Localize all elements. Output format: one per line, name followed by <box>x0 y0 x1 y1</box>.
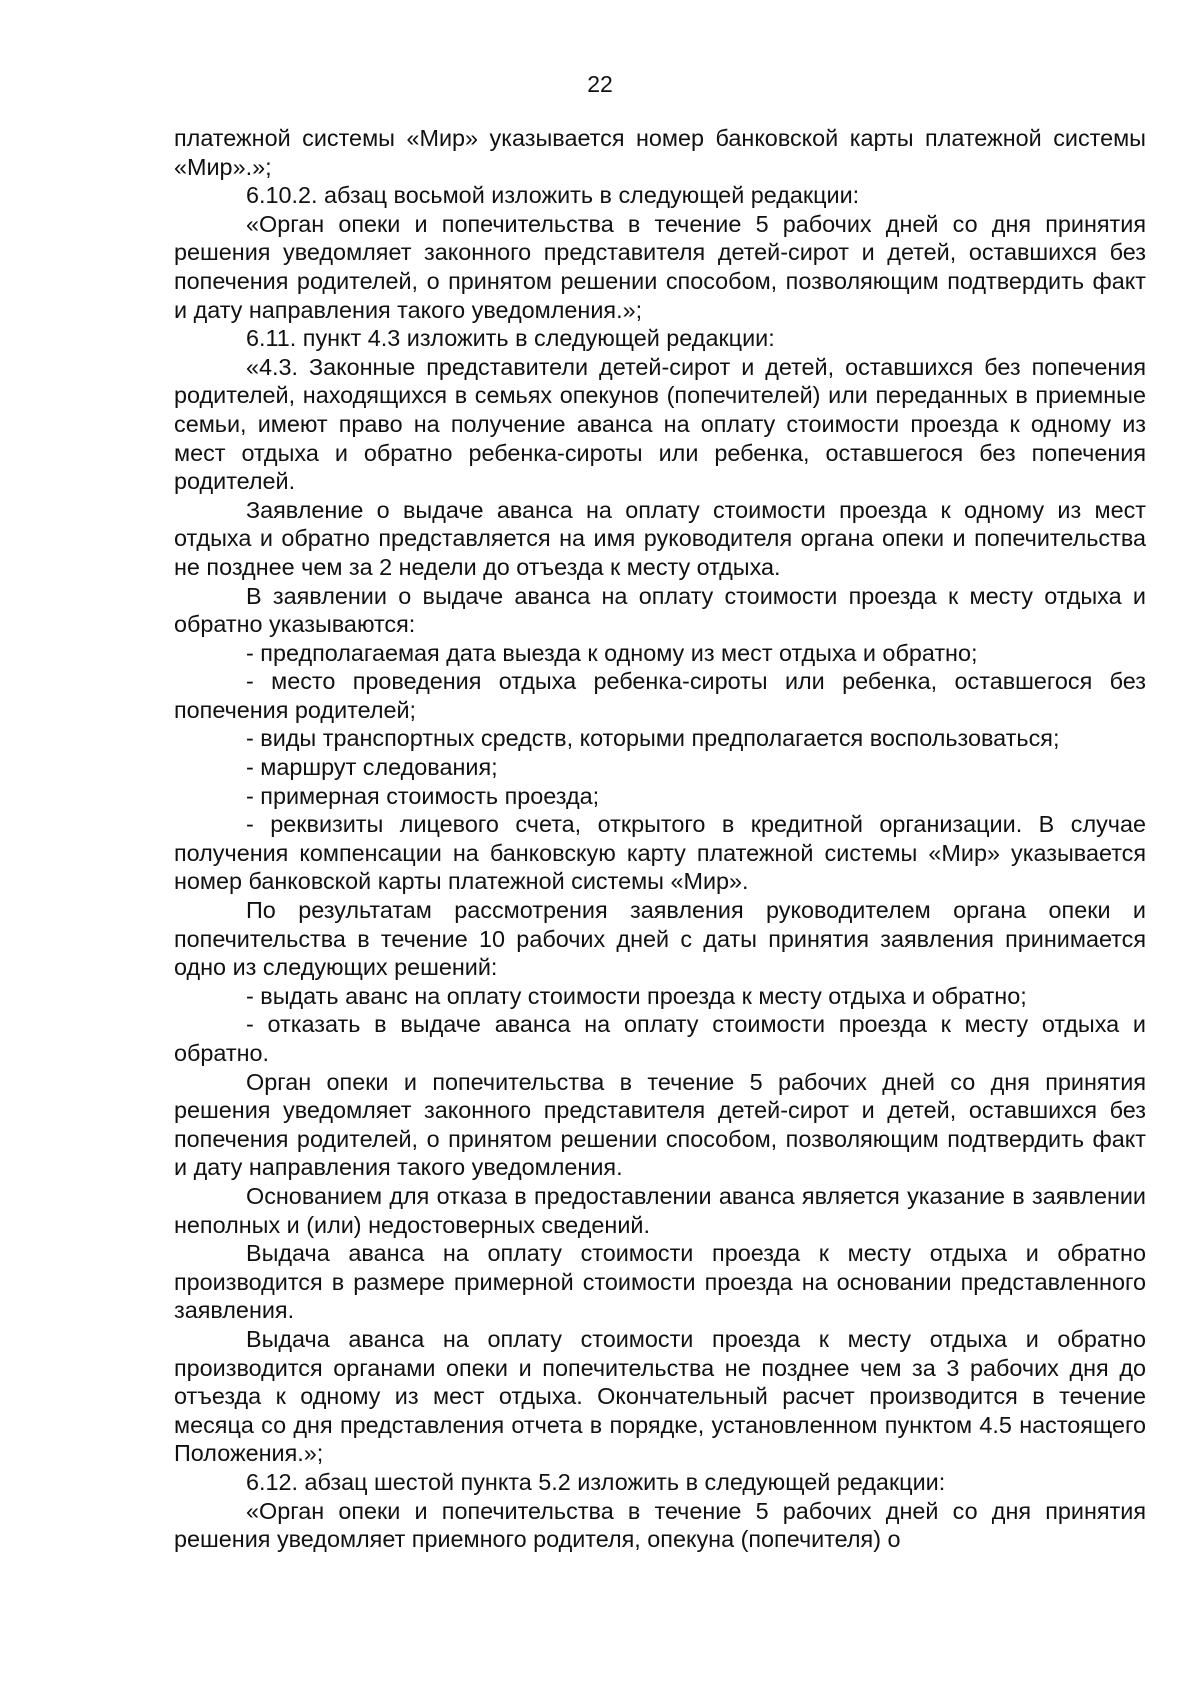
paragraph: Выдача аванса на оплату стоимости проезда к месту отдыха и обратно производится в размере примерной стоимости проезда на основании представленного заявления. <box>174 1240 1146 1324</box>
paragraph: - виды транспортных средств, которыми предполагается воспользоваться; <box>246 725 1060 752</box>
paragraph: - маршрут следования; <box>246 754 498 781</box>
paragraph: - примерная стоимость проезда; <box>246 782 600 809</box>
paragraph: 6.11. пункт 4.3 изложить в следующей редакции: <box>246 325 775 352</box>
paragraph: Выдача аванса на оплату стоимости проезда к месту отдыха и обратно производится органами опеки и попечительства не позднее чем за 3 рабочих дня до отъезда к одному из мест отдыха. Окончательный расчет производится в течение месяца со дня представления отчета в порядке, установленном пунктом 4.5 настоящего Положения.»; <box>174 1325 1146 1467</box>
paragraph: «Орган опеки и попечительства в течение 5 рабочих дней со дня принятия решения уведомляет законного представителя детей-сирот и детей, оставшихся без попечения родителей, о принятом решении способом, позволяющим подтвердить факт и дату направления такого уведомления.»; <box>174 210 1146 323</box>
paragraph: Орган опеки и попечительства в течение 5 рабочих дней со дня принятия решения уведомляет законного представителя детей-сирот и детей, оставшихся без попечения родителей, о принятом решении способом, позволяющим подтвердить факт и дату направления такого уведомления. <box>174 1068 1146 1181</box>
paragraph: - предполагаемая дата выезда к одному из мест отдыха и обратно; <box>246 639 978 666</box>
document-body <box>174 124 1146 1554</box>
paragraph: По результатам рассмотрения заявления руководителем органа опеки и попечительства в течение 10 рабочих дней с даты принятия заявления принимается одно из следующих решений: <box>174 897 1146 981</box>
paragraph: «4.3. Законные представители детей-сирот и детей, оставшихся без попечения родителей, находящихся в семьях опекунов (попечителей) или переданных в приемные семьи, имеют право на получение аванса на оплату стоимости проезда к одному из мест отдыха и обратно ребенка-сироты или ребенка, оставшегося без попечения родителей. <box>174 353 1146 495</box>
paragraph: платежной системы «Мир» указывается номер банковской карты платежной системы «Мир».»; <box>174 125 1146 180</box>
paragraph: 6.10.2. абзац восьмой изложить в следующей редакции: <box>246 182 860 209</box>
paragraph: В заявлении о выдаче аванса на оплату стоимости проезда к месту отдыха и обратно указываются: <box>174 582 1146 638</box>
paragraph: «Орган опеки и попечительства в течение 5 рабочих дней со дня принятия решения уведомляет приемного родителя, опекуна (попечителя) о <box>174 1497 1146 1553</box>
paragraph: - отказать в выдаче аванса на оплату стоимости проезда к месту отдыха и обратно. <box>174 1011 1146 1066</box>
paragraph: Заявление о выдаче аванса на оплату стоимости проезда к одному из мест отдыха и обратно представляется на имя руководителя органа опеки и попечительства не позднее чем за 2 недели до отъезда к месту отдыха. <box>174 496 1146 580</box>
paragraph: 6.12. абзац шестой пункта 5.2 изложить в следующей редакции: <box>246 1468 946 1495</box>
paragraph: - место проведения отдыха ребенка-сироты или ребенка, оставшегося без попечения родителей; <box>174 668 1146 723</box>
paragraph: - выдать аванс на оплату стоимости проезда к месту отдыха и обратно; <box>246 982 1027 1009</box>
paragraph: - реквизиты лицевого счета, открытого в кредитной организации. В случае получения компенсации на банковскую карту платежной системы «Мир» указывается номер банковской карты платежной системы «Мир». <box>174 811 1146 895</box>
paragraph: Основанием для отказа в предоставлении аванса является указание в заявлении неполных и (или) недостоверных сведений. <box>174 1182 1146 1238</box>
page-number: 22 <box>587 71 613 97</box>
